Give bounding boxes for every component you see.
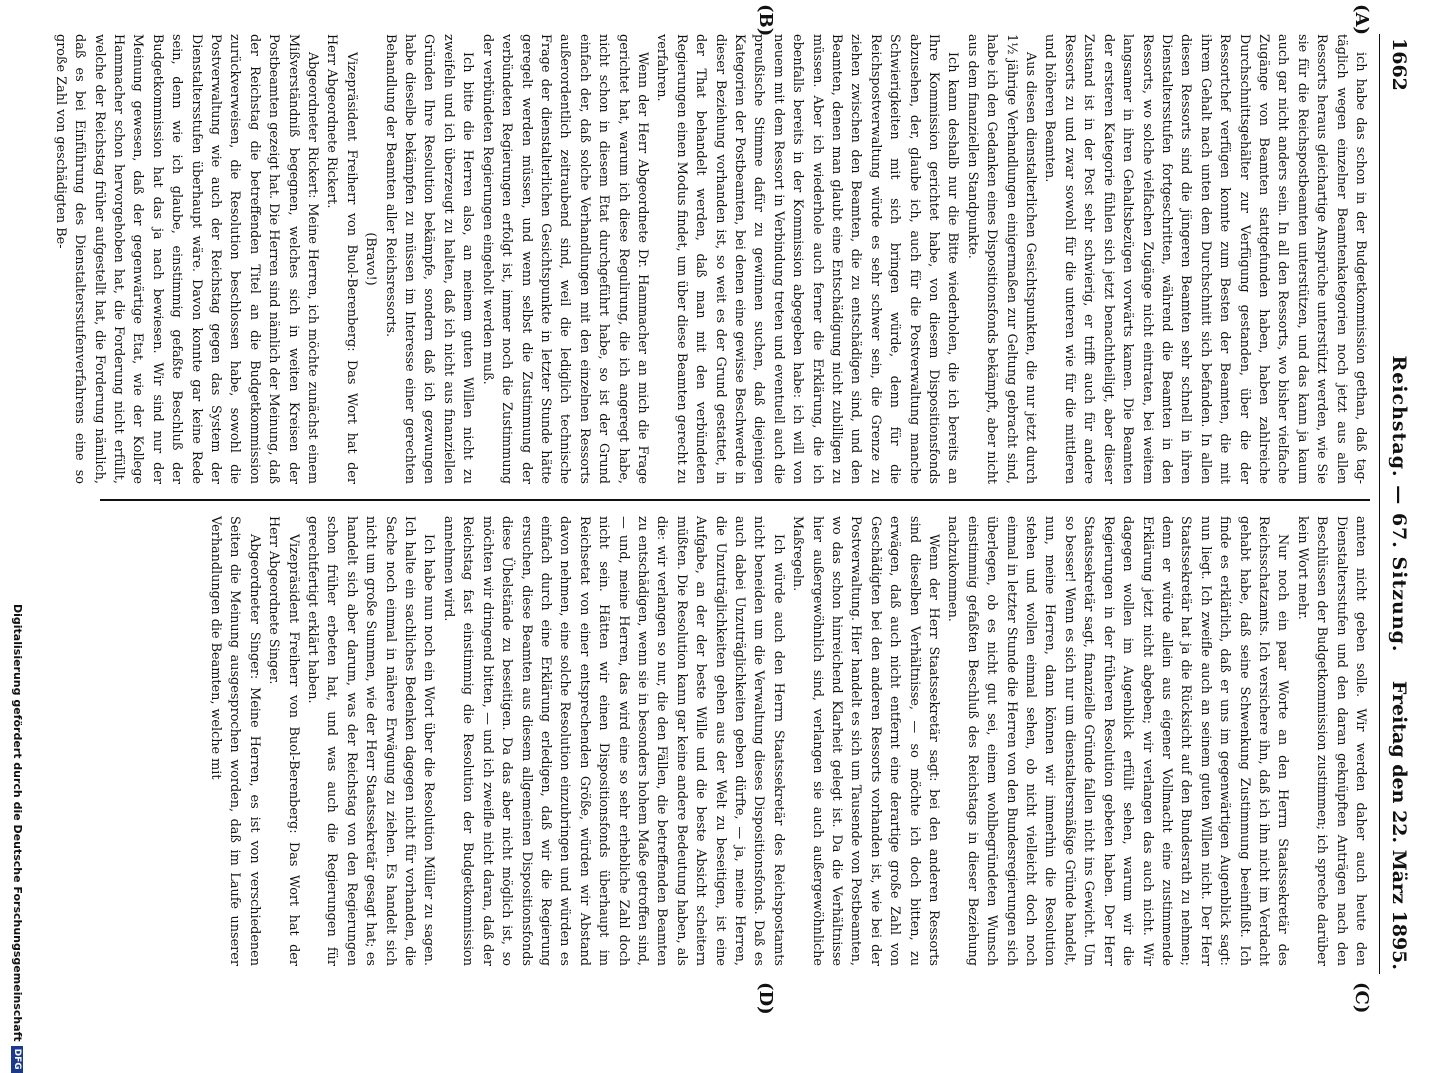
- dfg-logo: DFG: [11, 1046, 23, 1073]
- paragraph: amten nicht geben solle. Wir werden daher auch heute den Dienstaltersstufen und den daran geknüpften Anträgen nach den Beschlüssen der Budgetkommission zustimmen; ich spreche darüber kein Wort mehr.: [1294, 516, 1368, 966]
- applause-note: (Bravo!): [363, 232, 379, 286]
- margin-marker-c: (C): [1351, 982, 1372, 1014]
- paragraph: Wenn der Herr Staatssekretär sagt: bei den anderen Ressorts sind dieselben Verhältnisse, — so möchte ich doch bitten, zu erwägen, daß auch nicht entfernt eine derartige große Zahl von Geschädigten bei den anderen Ressorts vorhanden ist, wie bei der Postverwaltung. Hier handelt es sich um Tausende von Postbeamten, wo das schon hinreichend Klarheit gelegt ist. Da die Verhältnisse hier außergewöhnlich sind, verlangen sie auch außergewöhnliche Maßregeln.: [790, 516, 942, 966]
- margin-marker-a: (A): [1351, 4, 1372, 35]
- right-column: [100, 516, 1370, 966]
- paragraph: Ich habe nun noch ein Wort über die Resolution Müller zu sagen. Ich halte ein sachliches Bedenken dagegen nicht für vorhanden, die Sache noch einmal in nähere Erwägung zu ziehen. Es handelt sich nicht um große Summen, wie der Herr Staatssekretär gesagt hat; es handelt sich aber darum, was der Reichstag von den Regierungen schon früher erbeten hat, und was auch die Regierungen für gerechtfertigt erklärt haben.: [305, 516, 437, 966]
- column-divider: [100, 499, 1370, 501]
- left-column: [52, 34, 1370, 484]
- section-title: Reichstag. — 67. Sitzung.: [1388, 355, 1410, 653]
- footer-text-wrap: [11, 604, 24, 1070]
- speaker-paragraph: Vizepräsident Freiherr von Buol-Berenberg: Das Wort hat der Herr Abgeordnete Singer.: [266, 516, 301, 966]
- page-header: [1379, 34, 1416, 974]
- session-date: Freitag den 22. März 1895.: [1388, 680, 1410, 970]
- paragraph: Ich würde auch den Herrn Staatssekretär des Reichspostamts nicht beneiden um die Verwaltung dieses Dispositionsfonds. Daß es auch dabei Unzuträglichkeiten geben dürfte, — ja, meine Herren, die Unzuträglichkeiten gehen aus der Welt zu beseitigen, ist eine Aufgabe, an der der beste Wille und die beste Absicht scheitern müßten. Die Resolution kann gar keine andere Bedeutung haben, als die: wir verlangen so nur, die den Fällen, die betreffenden Beamten zu entschädigen, wenn sie in besonders hohem Maße getroffen sind, — und, meine Herren, das wird eine so sehr erhebliche Zahl doch nicht sein. Hätten wir einen Dispositionsfonds überhaupt im Reichsetat von einer entsprechenden Größe, würden wir Abstand davon nehmen, eine solche Resolution einzubringen und würden es einfach durch eine Erklärung erledigen, daß wir die Regierung ersuchen, diese Beamten aus diesem allgemeinen Dispositionsfonds diese Übelstände zu beseitigen. Da das aber nicht möglich ist, so möchten wir dringend bitten, — und ich zweifle nicht daran, daß der Reichstag fast einstimmig die Resolution der Budgetkommission annehmen wird.: [440, 516, 786, 966]
- document-page: [52, 4, 1416, 1015]
- margin-marker-d: (D): [755, 982, 776, 1015]
- paragraph: Ich bitte die Herren also, an meinem guten Willen nicht zu zweifeln und ich überzeugt zu halten, daß ich nicht aus finanziellen Gründen Ihre Resolution bekämpfe, sondern daß ich gezwungen habe dieselbe bekämpfen zu müssen im Interesse einer gerechten Behandlung der Beamten aller Reichsressorts.: [382, 34, 476, 484]
- margin-marker-b: (B): [755, 4, 776, 37]
- digitization-footer: [8, 604, 28, 1070]
- speaker-paragraph: Vizepräsident Freiherr von Buol-Berenberg: Das Wort hat der Herr Abgeordnete Rickert.: [324, 34, 359, 484]
- speaker-paragraph: Abgeordneter Rickert: Meine Herren, ich möchte zunächst einem Mißverständniß begegnen, welches sich in weiten Kreisen der Postbeamten gezeigt hat. Die Herren sind nämlich der Meinung, daß der Reichstag die betreffenden Titel an die Budgetkommission zurückverweisen, die Resolution beschlossen habe, sowohl die Postverwaltung wie auch der Reichstag gegen das System der Dienstaltersstufen überhaupt wäre. Davon konnte gar keine Rede sein, denn wie ich glaube, einstimmig gefaßte Beschluß der Budgetkommission hat das ja nach bewiesen. Wir sind nur der Meinung gewesen, daß der gegenwärtige Etat, wie der Kollege Hammacher schon hervorgehoben hat, die Forderung nicht erfüllt, welche der Reichstag früher aufgestellt hat, die Forderung nämlich, daß es bei Einführung des Dienstaltersstufenverfahrens eine so große Zahl von geschädigten Be-: [52, 34, 321, 484]
- paragraph: Aus diesen dienstalterlichen Gesichtspunkten, die nur jetzt durch 1½ jährige Verhandlungen einigermaßen zur Geltung gebracht sind, habe ich den Gedanken eines Dispositionsfonds bekämpft, aber nicht aus dem finanziellen Standpunkte.: [964, 34, 1039, 484]
- footer-text: Digitalisierung gefördert durch die Deutsche Forschungsgemeinschaft: [11, 604, 24, 1042]
- paragraph: Ich kann deshalb nur die Bitte wiederholen, die ich bereits an Ihre Kommission gerichtet habe, von diesem Dispositionsfonds abzusehen, der, glaube ich, auch für die Postverwaltung manche Schwierigkeiten mit sich bringen würde, denn für die Reichspostverwaltung würde es sehr schwer sein, die Grenze zu ziehen zwischen den Beamten, die zu entschädigen sind, und den Beamten, denen man glaubt eine Entschädigung nicht zubilligen zu müssen. Aber ich wiederhole auch ferner die Erklärung, die ich ebenfalls bereits in der Kommission abgegeben habe: ich will von neuem mit dem Ressort in Verbindung treten und eventuell auch die preußische Stimme dafür zu gewinnen suchen, daß diejenigen Kategorien der Postbeamten, bei denen eine gewisse Beschwerde in dieser Beziehung vorhanden ist, so weit es der Grund gestattet, in der That behandelt werden, daß man mit den verbündeten Regierungen einen Modus findet, um über diese Beamten gerecht zu verfahren.: [654, 34, 961, 484]
- page-number: 1662: [1388, 38, 1410, 91]
- paragraph: Wenn der Herr Abgeordnete Dr. Hammacher an mich die Frage gerichtet hat, warum ich diese Regulirung, die ich angeregt habe, nicht schon in diesem Etat durchgeführt habe, so ist der Grund einfach der, daß solche Verhandlungen mit den einzelnen Ressorts außerordentlich zeitraubend sind, weil die lediglich technische Frage der dienstalterlichen Gesichtspunkte in letzter Stunde hätte geregelt werden müssen, und wenn selbst die Zustimmung der verbündeten Regierungen erfolgt ist, immer noch die Zustimmung der verbündeten Regierungen eingeholt werden muß.: [479, 34, 650, 484]
- speaker-paragraph: Abgeordneter Singer: Meine Herren, es ist von verschiedenen Seiten die Meinung ausgesprochen worden, daß im Laufe unserer Verhandlungen die Beamten, welche mit: [208, 516, 262, 966]
- paragraph: ich habe das schon in der Budgetkommission gethan, daß tag-täglich wegen einzelner Beamtenkategorien noch jetzt aus allen Ressorts heraus gleichartige Ansprüche unterstützt werden, wie Sie sie für die Reichspostbeamten unterstützen, und das kann ja kaum auch gar nicht anders sein. In all den Ressorts, wo bisher vielfache Zugänge von Beamten stattgefunden haben, haben zahlreiche Durchschnittsgehälter zur Verfügung gestanden, über die der Ressortchef verfügen konnte zum Besten der Beamten, die mit ihrem Gehalt nach unten dem Durchschnitt sich befanden. In allen diesen Ressorts sind die jüngeren Beamten sehr schnell in ihren Dienstaltersstufen fortgeschritten, während die Beamten in den Ressorts, wo solche vielfachen Zugänge nicht eintraten, bei weitem langsamer in ihren Gehaltsbezügen vorwärts kamen. Die Beamten der ersteren Kategorie fühlen sich jetzt benachtheiligt, aber dieser Zustand ist in der Post sehr schwierig, er trifft auch für andere Ressorts zu und zwar sowohl für die unteren wie für die mittleren und höheren Beamten.: [1042, 34, 1368, 484]
- paragraph: Nur noch ein paar Worte an den Herrn Staatssekretär des Reichsschatzamts. Ich versichere ihn, daß ich ihn nicht im Verdacht gehabt habe, daß seine Schwenkung Zustimmung beeinflußt. Ich finde es erklärlich, daß er uns im gegenwärtigen Augenblick sagt: nun liegt. Ich zweifle auch an seinem guten Willen nicht. Der Herr Staatssekretär hat ja die Rücksicht auf den Bundesrath zu nehmen; denn er würde allein aus eigener Vollmacht eine zustimmende Erklärung jetzt nicht abgeben; wir verlangen das auch nicht. Wir dagegen wollen im Augenblick erfüllt sehen, warum wir die Regierungen in der früheren Resolution gebeten haben. Der Herr Staatssekretär sagt, finanzielle Gründe fallen nicht ins Gewicht. Um so besser! Wenn es sich nur um dienstaltersmäßige Gründe handelt, nun, meine Herren, dann können wir immerhin die Resolution stehen und wollen einmal sehen, ob nicht vielleicht doch noch einmal in letzter Stunde die Herren von den Bundesregierungen sich überlegen, ob es nicht gut sei, einem wohlbegründeten Wunsch einstimmig gefaßten Beschluß des Reichstags in dieser Beziehung nachzukommen.: [945, 516, 1291, 966]
